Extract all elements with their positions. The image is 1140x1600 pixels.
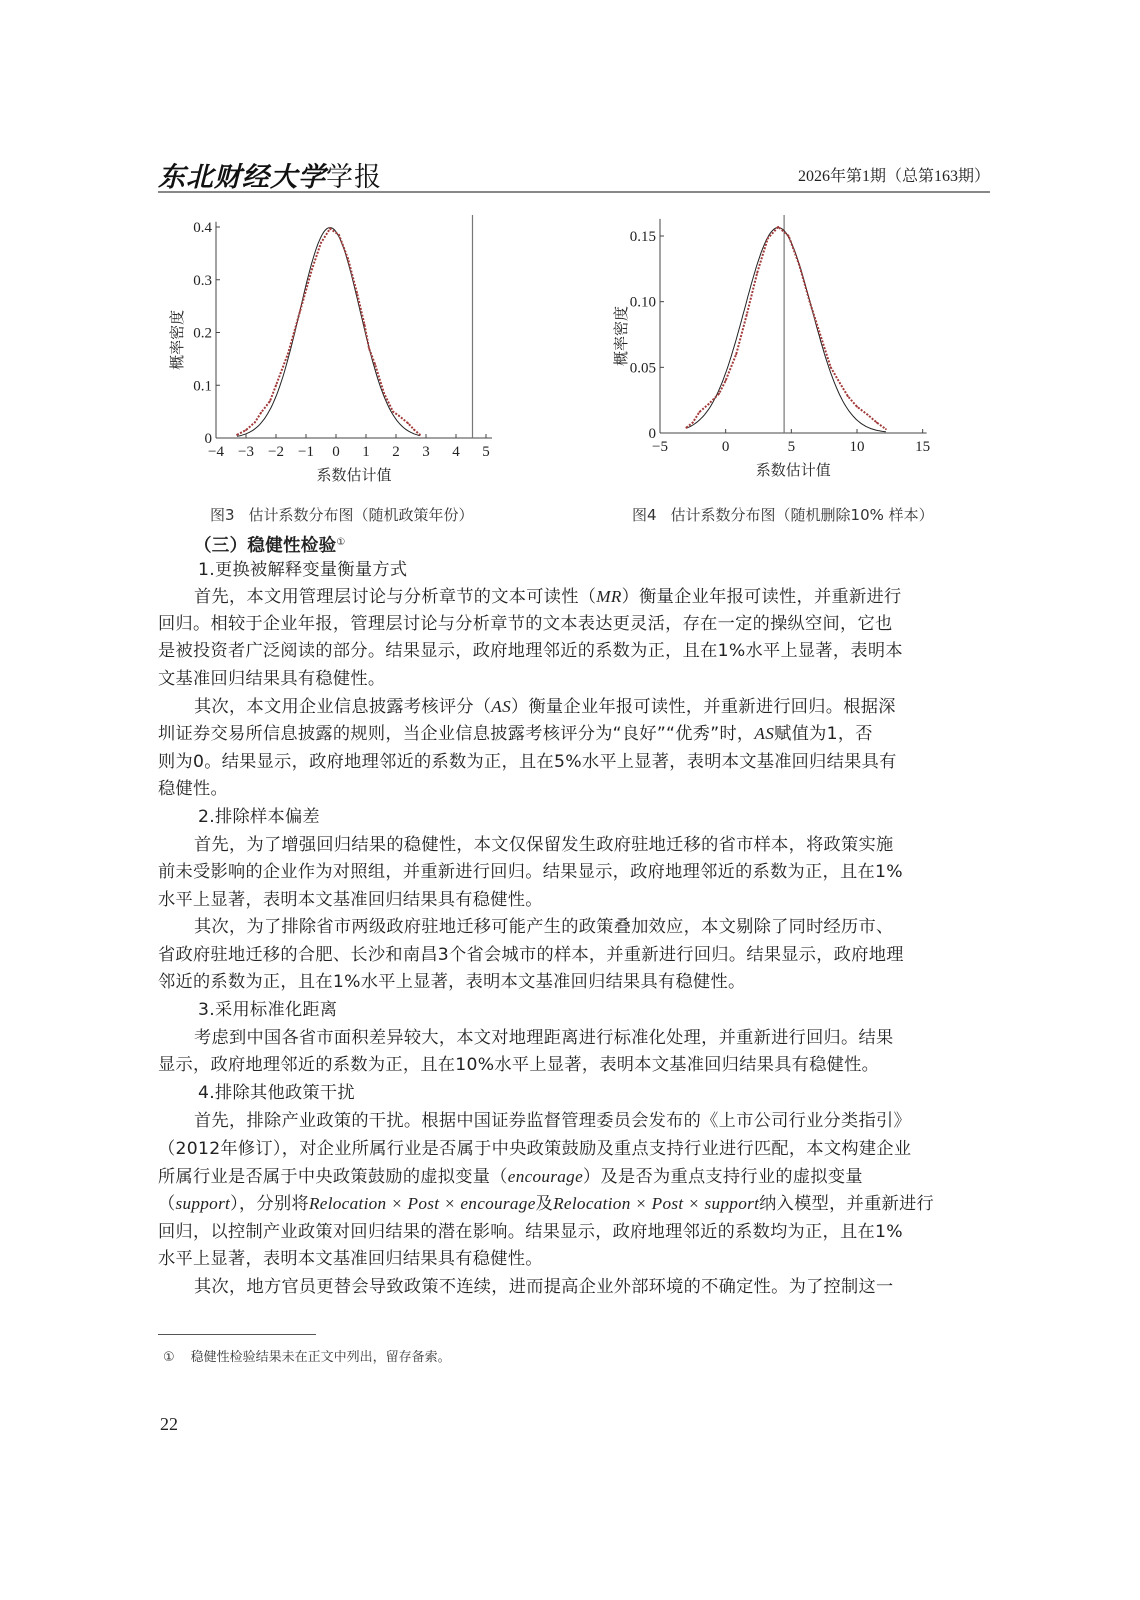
kernel-density-point (320, 242, 322, 244)
kernel-density-point (245, 429, 247, 431)
footnote-rule (158, 1334, 316, 1335)
kernel-density-point (788, 235, 790, 237)
y-axis-label: 概率密度 (168, 309, 186, 370)
footnote (163, 1346, 451, 1365)
x-tick-label: 3 (422, 444, 430, 460)
x-axis-label: 系数估计值 (755, 461, 831, 479)
kernel-density-point (260, 412, 262, 414)
journal-name-calligraphy: 东北财经大学 (158, 162, 326, 193)
text-line (158, 1193, 990, 1215)
text-line: 省政府驻地迁移的合肥、长沙和南昌3个省会城市的样本，并重新进行回归。结果显示，政府地理 (158, 945, 904, 965)
italic-variable: encourage (507, 1167, 584, 1186)
x-tick-label: 15 (915, 439, 931, 455)
x-tick-label: −2 (268, 444, 284, 460)
figure-4-number: 图4 (632, 506, 657, 524)
kernel-density-point (685, 427, 687, 429)
journal-name-suffix: 学报 (326, 162, 382, 193)
page-number: 22 (160, 1414, 178, 1434)
kernel-density-point (756, 272, 758, 274)
x-tick-label: 5 (482, 444, 490, 460)
section-heading (194, 532, 1026, 557)
italic-variable: AS (491, 697, 511, 716)
text-line: 其次，地方官员更替会导致政策不连续，进而提高企业外部环境的不确定性。为了控制这一 (194, 1277, 894, 1297)
text-run: （ (158, 1194, 176, 1214)
kernel-density-point (735, 353, 737, 355)
x-tick-label: 1 (362, 444, 370, 460)
text-run: ）衡量企业年报可读性，并重新进行 (621, 587, 902, 607)
figure-4-caption (632, 504, 934, 525)
kernel-density-point (856, 406, 858, 408)
kernel-density-point (356, 292, 358, 294)
kernel-density-point (407, 422, 409, 424)
normal-density-line (686, 228, 886, 432)
kernel-density-point (839, 382, 841, 384)
x-tick-label: −4 (208, 444, 224, 460)
x-tick-label: 0 (332, 444, 340, 460)
kernel-density-point (347, 258, 349, 260)
kernel-density-point (708, 403, 710, 405)
text-line: 回归。相较于企业年报，管理层讨论与分析章节的文本表达更灵活，存在一定的操纵空间，它也 (158, 614, 893, 634)
text-run: ）衡量企业年报可读性，并重新进行回归。根据深 (511, 697, 896, 717)
y-tick-label: 0.4 (193, 220, 212, 236)
x-tick-label: 0 (721, 439, 730, 455)
text-line: 是被投资者广泛阅读的部分。结果显示，政府地理邻近的系数为正，且在1%水平上显著，表明本 (158, 641, 903, 661)
y-tick-label: 0.10 (629, 294, 656, 311)
text-run: 其次，本文用企业信息披露考核评分（ (194, 697, 492, 717)
y-tick-label: 0.1 (193, 378, 212, 395)
figure-4-caption-text: 估计系数分布图（随机删除10% 样本） (670, 506, 934, 524)
x-tick-label: −1 (298, 444, 314, 460)
kernel-density-point (867, 414, 869, 416)
kernel-density-point (777, 226, 779, 228)
text-line: 显示，政府地理邻近的系数为正，且在10%水平上显著，表明本文基准回归结果具有稳健性。 (158, 1055, 880, 1075)
text-run: 赋值为1，否 (774, 724, 873, 744)
normal-density-line (237, 228, 420, 437)
kernel-density-point (311, 268, 313, 270)
kernel-density-point (392, 411, 394, 413)
text-line (194, 696, 990, 718)
y-tick-label: 0 (204, 431, 212, 447)
y-tick-label: 0.15 (629, 229, 656, 245)
x-tick-label: 5 (787, 439, 796, 455)
footnote-mark: ① (163, 1350, 175, 1365)
kernel-density-point (299, 311, 301, 313)
section-heading-text: （三）稳健性检验 (194, 536, 337, 556)
kernel-density-point (876, 422, 878, 424)
italic-variable: Relocation × Post × support (553, 1194, 760, 1213)
subheading: 2.排除样本偏差 (198, 807, 320, 827)
text-line: 文基准回归结果具有稳健性。 (158, 669, 386, 689)
x-tick-label: 10 (849, 439, 865, 455)
kernel-density-line (686, 227, 886, 429)
kernel-density-point (809, 301, 811, 303)
x-tick-label: 4 (452, 444, 460, 460)
text-line (158, 723, 990, 745)
text-line: 稳健性。 (158, 779, 228, 799)
italic-variable: support (175, 1194, 231, 1213)
y-tick-label: 0.3 (193, 272, 212, 289)
text-line: 回归，以控制产业政策对回归结果的潜在影响。结果显示，政府地理邻近的系数均为正，且在1% (158, 1222, 903, 1242)
italic-variable: AS (754, 724, 775, 743)
text-run: 所属行业是否属于中央政策鼓励的虚拟变量（ (158, 1167, 508, 1187)
figure-3-caption-text: 估计系数分布图（随机政策年份） (248, 506, 474, 524)
kernel-density-line (237, 229, 420, 435)
figure-3-number: 图3 (210, 506, 235, 524)
kernel-density-point (699, 411, 701, 413)
text-line: （2012年修订），对企业所属行业是否属于中央政策鼓励及重点支持行业进行匹配，本文构建企业 (158, 1139, 912, 1159)
text-line (158, 1166, 990, 1188)
kernel-density-point (287, 353, 289, 355)
kernel-density-point (847, 395, 849, 397)
x-tick-label: −3 (238, 444, 254, 460)
kernel-density-point (413, 429, 415, 431)
italic-variable: MR (596, 587, 622, 606)
kernel-density-point (692, 422, 694, 424)
y-tick-label: 0 (648, 426, 656, 442)
subheading: 4.排除其他政策干扰 (198, 1083, 355, 1103)
kernel-density-point (254, 421, 256, 423)
kernel-density-point (383, 392, 385, 394)
kernel-density-point (819, 334, 821, 336)
text-line: 水平上显著，表明本文基准回归结果具有稳健性。 (158, 1249, 543, 1269)
x-tick-label: 2 (392, 444, 400, 460)
text-run: 及 (535, 1194, 554, 1214)
figure-3-caption (210, 504, 474, 525)
kernel-density-point (338, 234, 340, 236)
y-tick-label: 0.05 (629, 360, 656, 377)
text-run: 纳入模型，并重新进行 (759, 1194, 935, 1214)
text-run: 圳证券交易所信息披露的规则，当企业信息披露考核评分为“良好”“优秀”时， (158, 724, 755, 744)
text-line: 则为0。结果显示，政府地理邻近的系数为正，且在5%水平上显著，表明本文基准回归结果具有 (158, 752, 897, 772)
kernel-density-point (798, 264, 800, 266)
kernel-density-point (419, 434, 421, 436)
figure-4-chart (580, 215, 960, 490)
subheading: 1.更换被解释变量衡量方式 (198, 560, 408, 580)
text-line: 考虑到中国各省市面积差异较大，本文对地理距离进行标准化处理，并重新进行回归。结果 (194, 1028, 894, 1048)
text-line: 前未受影响的企业作为对照组，并重新进行回归。结果显示，政府地理邻近的系数为正，且在1% (158, 862, 903, 882)
figure-3-chart (160, 215, 510, 490)
y-axis-label: 概率密度 (612, 305, 630, 366)
kernel-density-point (269, 400, 271, 402)
journal-logo (158, 155, 382, 194)
kernel-density-point (718, 393, 720, 395)
kernel-density-point (398, 415, 400, 417)
kernel-density-point (746, 314, 748, 316)
kernel-density-point (236, 434, 238, 436)
text-line: 其次，为了排除省市两级政府驻地迁移可能产生的政策叠加效应，本文剔除了同时经历市、 (194, 917, 894, 937)
x-tick-label: −5 (652, 439, 668, 455)
italic-variable: Relocation × Post × encourage (308, 1194, 536, 1213)
kernel-density-point (329, 228, 331, 230)
text-line: 邻近的系数为正，且在1%水平上显著，表明本文基准回归结果具有稳健性。 (158, 972, 746, 992)
kernel-density-point (364, 324, 366, 326)
text-line: 首先，排除产业政策的干扰。根据中国证券监督管理委员会发布的《上市公司行业分类指引》 (194, 1111, 911, 1131)
y-tick-label: 0.2 (193, 325, 212, 342)
kernel-density-point (767, 238, 769, 240)
subheading: 3.采用标准化距离 (198, 1000, 338, 1020)
text-run: ），分别将 (230, 1194, 309, 1214)
text-run: ）及是否为重点支持行业的虚拟变量 (583, 1167, 863, 1187)
kernel-density-point (830, 366, 832, 368)
kernel-density-point (725, 380, 727, 382)
kernel-density-point (885, 428, 887, 430)
issue-info: 2026年第1期（总第163期） (797, 168, 990, 185)
text-line: 水平上显著，表明本文基准回归结果具有稳健性。 (158, 890, 543, 910)
text-line (194, 586, 990, 608)
kernel-density-point (374, 363, 376, 365)
footnote-text: 稳健性检验结果未在正文中列出，留存备索。 (190, 1350, 451, 1365)
text-run: 首先，本文用管理层讨论与分析章节的文本可读性（ (194, 587, 597, 607)
x-axis-label: 系数估计值 (316, 466, 392, 484)
kernel-density-point (368, 347, 370, 349)
footnote-ref[interactable]: ① (336, 537, 346, 548)
text-line: 首先，为了增强回归结果的稳健性，本文仅保留发生政府驻地迁移的省市样本，将政策实施 (194, 835, 894, 855)
kernel-density-point (275, 384, 277, 386)
running-header (158, 155, 990, 193)
